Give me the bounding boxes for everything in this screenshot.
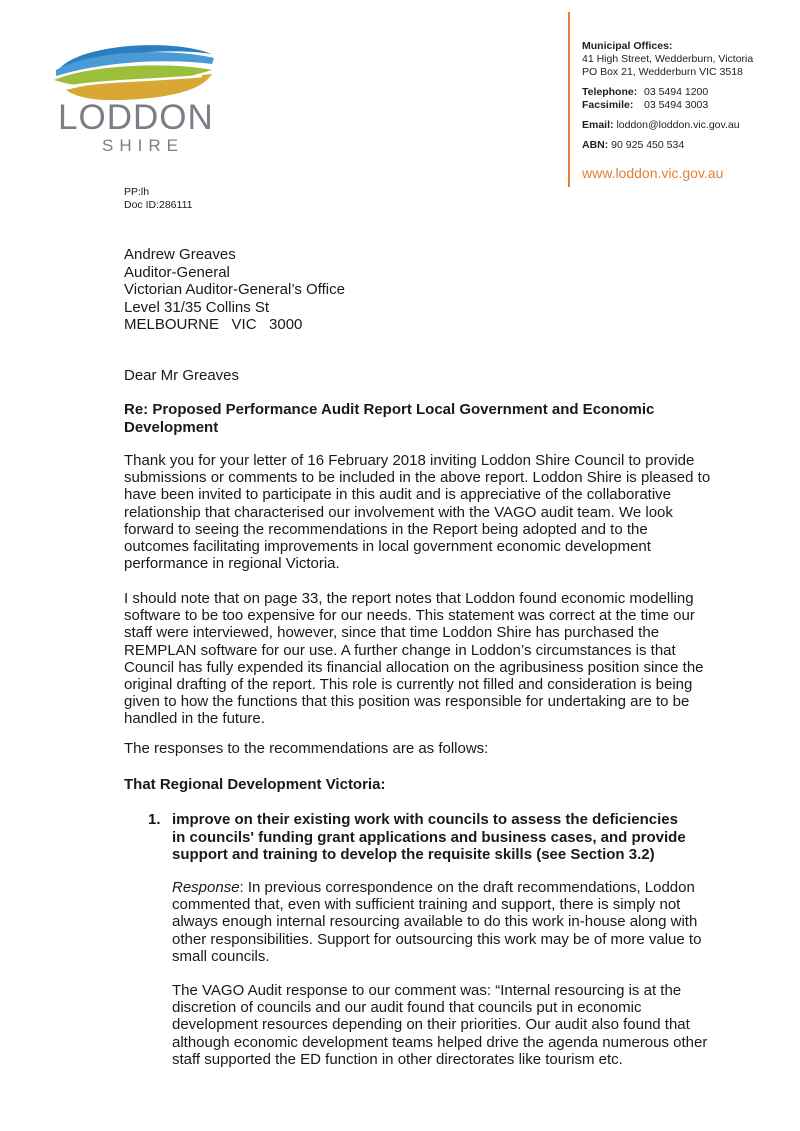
abn-value: 90 925 450 534	[611, 139, 685, 151]
recommendation-number: 1.	[148, 811, 161, 828]
section-heading: That Regional Development Victoria:	[124, 776, 386, 793]
recipient-street: Level 31/35 Collins St	[124, 298, 270, 316]
offices-label: Municipal Offices:	[582, 40, 673, 52]
email-value: loddon@loddon.vic.gov.au	[616, 119, 740, 131]
recipient-city: MELBOURNE VIC 3000	[124, 316, 303, 333]
ref-initials: PP:lh	[124, 186, 150, 198]
ref-doc-id: Doc ID:286111	[124, 199, 193, 211]
telephone-value: 03 5494 1200	[644, 86, 709, 98]
response-label: Response	[172, 879, 240, 896]
body-paragraph-1: Thank you for your letter of 16 February 2018 inviting Loddon Shire Council to provide submissions or comments to be included in the above report. Loddon Shire is pleased to have been invited to participate in this audit and is appreciative of the collaborative relationship that characterised our involvement with the VAGO audit team. We look forward to seeing the recommendations in the Report being adopted and to the outcomes facilitating improvements in local government economic development performance in regional Victoria.	[124, 452, 711, 573]
recipient-title: Auditor-General	[124, 263, 230, 281]
facsimile-label: Facsimile:	[582, 99, 634, 111]
recipient-office: Victorian Auditor-General’s Office	[124, 281, 345, 298]
website-link[interactable]: www.loddon.vic.gov.au	[582, 165, 724, 181]
contact-block	[582, 40, 792, 152]
contact-divider	[568, 12, 570, 187]
telephone-label: Telephone:	[582, 86, 638, 98]
vago-response-paragraph: The VAGO Audit response to our comment was: “Internal resourcing is at the discretion of councils and our audit found that councils put in economic development resources depending on their priorities. Our audit also found that although economic development teams helped drive the agenda numerous other staff supported the ED function in other directorates like tourism etc.	[172, 982, 708, 1068]
email-label: Email:	[582, 119, 614, 131]
facsimile-value: 03 5494 3003	[644, 99, 709, 111]
recipient-address	[124, 246, 345, 334]
recipient-name: Andrew Greaves	[124, 246, 236, 263]
response-paragraph	[172, 879, 712, 965]
logo-subtitle: SHIRE	[102, 136, 184, 155]
body-paragraph-3: The responses to the recommendations are as follows:	[124, 740, 489, 757]
logo-wordmark: LODDON	[58, 98, 214, 137]
address-line-1: 41 High Street, Wedderburn, Victoria	[582, 53, 754, 65]
response-text: : In previous correspondence on the draft recommendations, Loddon commented that, even with sufficient training and support, there is simply not always enough internal resourcing available to do this work in-house along with other responsibilities. Support for outsourcing this work may be of more value to small councils.	[172, 879, 702, 965]
body-paragraph-2: I should note that on page 33, the report notes that Loddon found economic modelling software to be too expensive for our needs. This statement was correct at the time our staff were interviewed, however, since that time Loddon Shire has purchased the REMPLAN software for our use. A further change in Loddon’s circumstances is that Council has fully expended its financial allocation on the agribusiness position since the original drafting of the report. This role is currently not filled and consideration is being given to how the functions that this position was responsible for undertaking are to be handled in the future.	[124, 590, 704, 728]
abn-label: ABN:	[582, 139, 609, 151]
recommendation-text: improve on their existing work with councils to assess the deficiencies in councils' funding grant applications and business cases, and provide support and training to develop the requisite skills (see Section 3.2)	[172, 811, 686, 863]
reference-block	[124, 186, 193, 212]
subject-line: Re: Proposed Performance Audit Report Local Government and Economic Development	[124, 401, 655, 436]
salutation: Dear Mr Greaves	[124, 367, 240, 384]
address-line-2: PO Box 21, Wedderburn VIC 3518	[582, 66, 743, 78]
